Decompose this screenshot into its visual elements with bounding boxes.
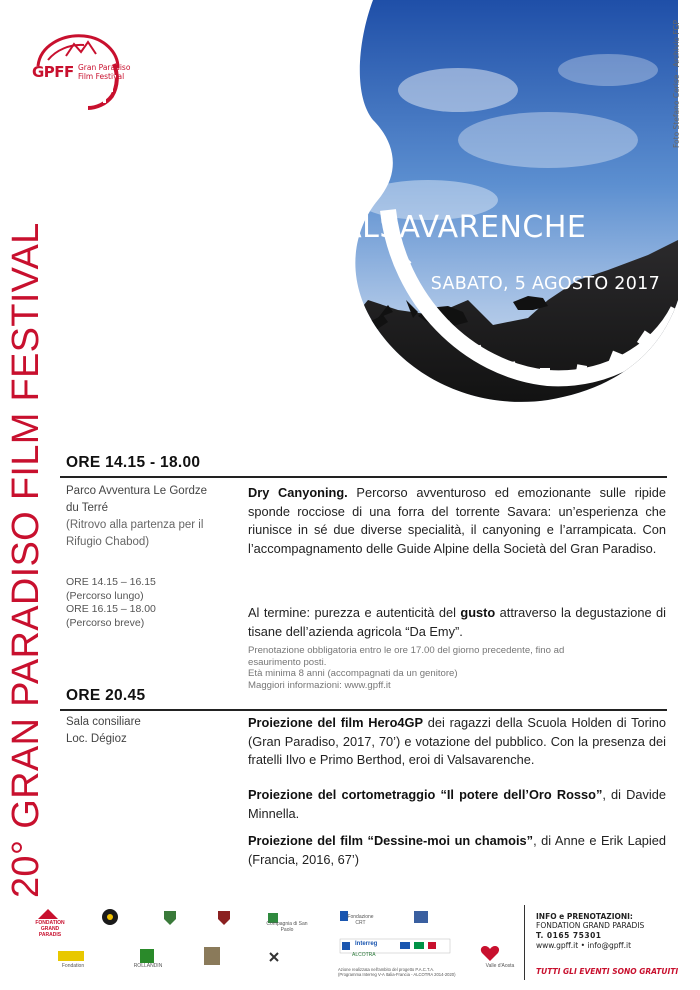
sponsor-row2-2: ROLLANDIN <box>133 963 163 969</box>
section1-time: ORE 14.15 - 18.00 <box>66 454 201 471</box>
sponsor-icon-x <box>270 953 278 961</box>
section1-note-line1: (Ritrovo alla partenza per il <box>66 519 204 531</box>
fondation-logo-icon <box>38 909 58 919</box>
interreg-note-line1: Azione realizzata nell'ambito del progetto P.A.C.T.A. <box>338 967 435 972</box>
sponsor-compagnia: Compagnia di San Paolo <box>266 921 308 933</box>
info-divider <box>524 905 525 980</box>
schedule-line3: ORE 16.15 – 18.00 <box>66 603 156 615</box>
tasting-pre: Al termine: purezza e autenticità del <box>248 605 456 620</box>
section1-fine-print <box>248 645 666 691</box>
section1-tasting <box>248 604 666 641</box>
interreg-note <box>338 967 468 977</box>
section2-location-line1: Sala consiliare <box>66 716 141 728</box>
schedule-line2: (Percorso lungo) <box>66 589 144 602</box>
sponsor-row2-1: Fondation <box>61 963 85 969</box>
heart-logo-icon <box>481 946 499 961</box>
coat-of-arms-icon-2 <box>218 911 230 925</box>
screening-3-text: , di Anne e Erik Lapied (Francia, 2016, 67’) <box>248 833 667 867</box>
screening-2-title: Proiezione del cortometraggio “Il potere dell’Oro Rosso” <box>248 787 603 802</box>
info-title: INFO e PRENOTAZIONI: <box>536 912 633 921</box>
sponsor-crt: Fondazione CRT <box>347 914 374 926</box>
screening-1 <box>248 714 666 770</box>
photo-credit <box>672 20 686 180</box>
section1-note-line2: Rifugio Chabod) <box>66 535 150 548</box>
festival-title-container <box>2 222 52 898</box>
sponsor-icon-yellow <box>58 951 84 961</box>
section1-location-note <box>66 517 203 550</box>
fine-line2: esaurimento posti. <box>248 656 327 668</box>
tasting-post: attraverso la degustazione di tisane dell’azienda agricola “Da Emy”. <box>248 605 666 639</box>
interreg-sub: ALCOTRA <box>352 952 376 958</box>
section1-location-line1: Parco Avventura Le Gordze <box>66 485 208 497</box>
screening-2 <box>248 786 666 823</box>
free-events-note: TUTTI GLI EVENTI SONO GRATUITI <box>536 967 679 976</box>
activity-text: Percorso avventuroso ed emozionante sulle ripide sponde rocciose di una forra del torrente Savara: un’esperienza che riunisce in sé due diverse specialità, il canyoning e l’arrampicata. Con l’accompagnamento delle Guide Alpine della Società del Gran Paradiso. <box>248 485 666 556</box>
section2-time: ORE 20.45 <box>66 687 146 704</box>
sponsor-icon-blue <box>414 911 428 923</box>
location-title: VALSAVARENCHE <box>322 210 587 245</box>
interreg-label: Interreg <box>355 941 378 947</box>
screening-3-title: Proiezione del film “Dessine-moi un chamois” <box>248 833 534 848</box>
event-date: SABATO, 5 AGOSTO 2017 <box>430 274 660 294</box>
tasting-bold: gusto <box>460 605 496 620</box>
section1-location-line2: du Terré <box>66 501 108 514</box>
screening-3 <box>248 832 666 869</box>
section2-location <box>66 714 141 747</box>
section2-divider <box>60 709 667 711</box>
fine-line4: Maggiori informazioni: www.gpff.it <box>248 679 391 691</box>
section1-activity <box>248 484 666 558</box>
logo-acronym: GPFF <box>32 63 74 81</box>
interreg-note-line2: (Programma Interreg V-A Italia-Francia - ALCOTRA 2014-2020) <box>338 972 456 977</box>
info-web-link[interactable]: www.gpff.it • info@gpff.it <box>536 941 632 950</box>
schedule-line1: ORE 14.15 – 16.15 <box>66 576 156 588</box>
section1-divider <box>60 476 667 478</box>
section1-schedule <box>66 576 156 630</box>
schedule-line4: (Percorso breve) <box>66 616 145 629</box>
screening-1-title: Proiezione del film Hero4GP <box>248 715 424 730</box>
sponsor-icon-brown <box>204 947 220 965</box>
photo-credit-text: Foto Stefano Cerise - Archivio FGP <box>672 20 681 148</box>
section2-location-line2: Loc. Dégioz <box>66 732 127 745</box>
logo-name-line2: Film Festival <box>78 72 125 81</box>
info-phone: T. 0165 75301 <box>536 931 602 940</box>
screening-2-text: , di Davide Minnella. <box>248 787 666 821</box>
logo-name-line1: Gran Paradiso <box>78 63 131 72</box>
section1-location <box>66 483 207 516</box>
hero-photo <box>248 0 678 410</box>
coat-of-arms-icon-1 <box>164 911 176 925</box>
activity-title: Dry Canyoning. <box>248 485 348 500</box>
info-org: FONDATION GRAND PARADIS <box>536 921 645 930</box>
festival-title: 20° GRAN PARADISO FILM FESTIVAL <box>5 222 47 898</box>
sponsor-row2-3: Valle d'Aosta <box>485 963 515 969</box>
sponsor-fondation: FONDATION GRAND PARADIS <box>35 920 65 938</box>
screening-1-text: dei ragazzi della Scuola Holden di Torino (Gran Paradiso, 2017, 70’) e votazione del pubblico. Con la presenza dei fratelli Ilvo e Primo Berthod, eroi di Valsavarenche. <box>248 715 666 767</box>
fine-line1: Prenotazione obbligatoria entro le ore 17.00 del giorno precedente, fino ad <box>248 645 565 656</box>
sponsor-icon-green <box>140 949 154 963</box>
fine-line3: Età minima 8 anni (accompagnati da un genitore) <box>248 668 458 680</box>
